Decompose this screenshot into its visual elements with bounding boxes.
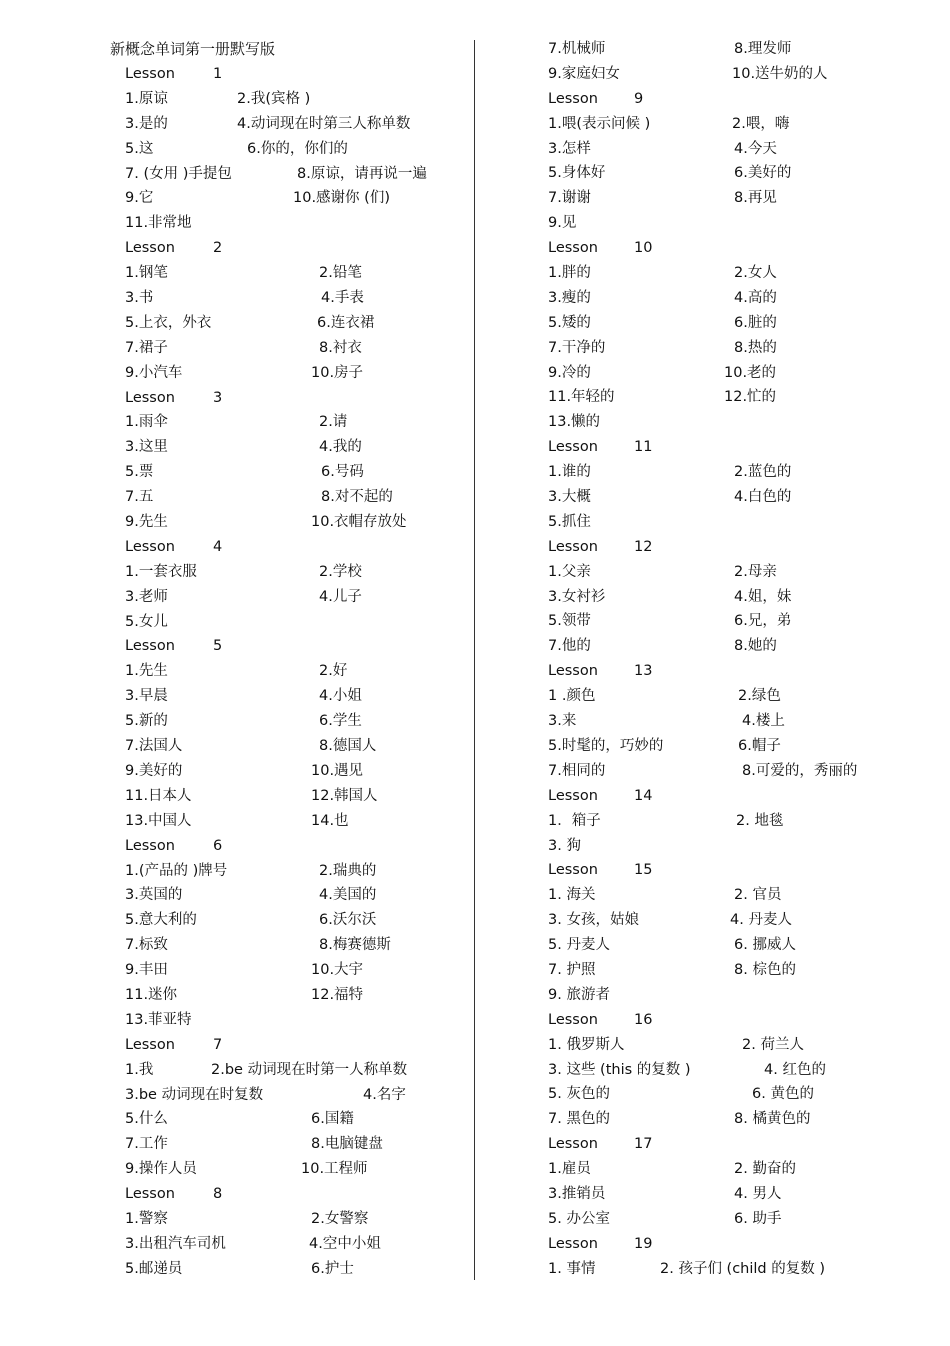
lesson-label: Lesson [548, 240, 598, 257]
vocab-item: 3.这里 [125, 439, 168, 456]
vocab-item: 3.怎样 [548, 140, 591, 157]
vocab-item: 6.美好的 [734, 165, 792, 182]
vocab-item: 4.手表 [321, 290, 364, 307]
vocab-item: 2.绿色 [738, 688, 781, 705]
vocab-item: 2. 地毯 [736, 812, 784, 829]
vocab-item: 3. 狗 [548, 837, 581, 854]
vocab-item: 6.兄，弟 [734, 613, 792, 630]
page-title: 新概念单词第一册默写版 [110, 40, 276, 58]
vocab-item: 5.新的 [125, 713, 168, 730]
vocab-item: 5.邮递员 [125, 1260, 183, 1277]
vocab-item: 8.再见 [734, 190, 777, 207]
vocab-item: 9.冷的 [548, 364, 591, 381]
vocab-item: 4.高的 [734, 289, 777, 306]
vocab-item: 5.什么 [125, 1111, 168, 1128]
vocab-item: 3.瘦的 [548, 289, 591, 306]
lesson-number: 7 [213, 1036, 223, 1053]
lesson-number: 12 [634, 538, 653, 555]
vocab-item: 1.原谅 [125, 90, 168, 107]
lesson-number: 4 [213, 538, 223, 555]
vocab-item: 5.矮的 [548, 314, 591, 331]
vocab-item: 5.女儿 [125, 613, 168, 630]
vocab-item: 2.蓝色的 [734, 464, 792, 481]
vocab-item: 5.抓住 [548, 513, 591, 530]
vocab-item: 10.送牛奶的人 [732, 65, 828, 82]
vocab-item: 5. 丹麦人 [548, 937, 610, 954]
lesson-label: Lesson [548, 1136, 598, 1153]
vocab-item: 4.姐，妹 [734, 588, 792, 605]
vocab-item: 9.丰田 [125, 962, 168, 979]
lesson-number: 2 [213, 240, 223, 257]
vocab-item: 8.对不起的 [321, 489, 393, 506]
vocab-item: 8.德国人 [319, 738, 377, 755]
vocab-item: 5.领带 [548, 613, 591, 630]
vocab-item: 9.美好的 [125, 762, 183, 779]
lesson-label: Lesson [125, 1036, 175, 1053]
lesson-label: Lesson [548, 538, 598, 555]
vocab-item: 1.我 [125, 1061, 154, 1078]
vocab-item: 2.be 动词现在时第一人称单数 [211, 1061, 408, 1078]
vocab-item: 9.见 [548, 215, 577, 232]
vocab-item: 1.钢笔 [125, 265, 168, 282]
vocab-item: 7. (女用 )手提包 [125, 165, 232, 182]
vocab-item: 11.日本人 [125, 787, 192, 804]
vocab-item: 1.雨伞 [125, 414, 168, 431]
vocab-item: 8.梅赛德斯 [319, 937, 391, 954]
lesson-label: Lesson [548, 439, 598, 456]
vocab-item: 9. 旅游者 [548, 986, 610, 1003]
vocab-item: 5.时髦的，巧妙的 [548, 737, 664, 754]
vocab-item: 1.雇员 [548, 1161, 591, 1178]
vocab-item: 6.学生 [319, 713, 362, 730]
vocab-item: 11.迷你 [125, 986, 178, 1003]
lesson-label: Lesson [125, 538, 175, 555]
vocab-item: 8.热的 [734, 339, 777, 356]
vocab-item: 14.也 [311, 812, 349, 829]
vocab-item: 2.学校 [319, 563, 362, 580]
vocab-item: 8.她的 [734, 638, 777, 655]
lesson-number: 9 [634, 90, 644, 107]
vocab-item: 3.be 动词现在时复数 [125, 1086, 264, 1103]
vocab-item: 1.一套衣服 [125, 563, 197, 580]
vocab-item: 5.身体好 [548, 165, 606, 182]
vocab-item: 7.法国人 [125, 738, 183, 755]
vocab-item: 3.早晨 [125, 688, 168, 705]
vocab-item: 10.大宇 [311, 962, 364, 979]
vocab-item: 9.小汽车 [125, 364, 183, 381]
vocab-item: 7.工作 [125, 1136, 168, 1153]
vocab-item: 8.衬衣 [319, 339, 362, 356]
lesson-label: Lesson [125, 240, 175, 257]
vocab-item: 5.票 [125, 464, 154, 481]
lesson-label: Lesson [125, 837, 175, 854]
vocab-item: 4.儿子 [319, 588, 362, 605]
vocab-item: 6.号码 [321, 464, 364, 481]
vocab-item: 12.韩国人 [311, 787, 378, 804]
vocab-item: 2. 勤奋的 [734, 1161, 796, 1178]
vocab-item: 6. 挪威人 [734, 937, 796, 954]
vocab-item: 4.名字 [363, 1086, 406, 1103]
vocab-item: 11.非常地 [125, 215, 192, 232]
vocab-item: 9.操作人员 [125, 1161, 197, 1178]
lesson-number: 3 [213, 389, 223, 406]
lesson-number: 15 [634, 862, 653, 879]
vocab-item: 12.福特 [311, 986, 364, 1003]
vocab-item: 10.房子 [311, 364, 364, 381]
vocab-item: 1.喂(表示问候 ) [548, 115, 651, 132]
vocab-item: 2.女人 [734, 265, 777, 282]
lesson-number: 14 [634, 787, 653, 804]
vocab-item: 7.他的 [548, 638, 591, 655]
vocab-item: 2. 官员 [734, 887, 782, 904]
vocab-item: 5.上衣，外衣 [125, 314, 212, 331]
vocab-item: 3. 女孩，姑娘 [548, 912, 639, 929]
vocab-item: 5.意大利的 [125, 912, 197, 929]
vocab-item: 4.我的 [319, 439, 362, 456]
vocab-item: 11.年轻的 [548, 389, 615, 406]
lesson-number: 11 [634, 439, 653, 456]
lesson-label: Lesson [548, 1235, 598, 1252]
vocab-item: 4.动词现在时第三人称单数 [237, 115, 411, 132]
lesson-label: Lesson [548, 787, 598, 804]
vocab-item: 1.父亲 [548, 563, 591, 580]
lesson-label: Lesson [125, 389, 175, 406]
vocab-item: 5. 灰色的 [548, 1086, 610, 1103]
vocab-item: 3. 这些 (this 的复数 ) [548, 1061, 691, 1078]
vocab-item: 5. 办公室 [548, 1210, 610, 1227]
vocab-item: 3.来 [548, 713, 577, 730]
vocab-item: 4.今天 [734, 140, 777, 157]
lesson-label: Lesson [548, 90, 598, 107]
vocab-item: 2.女警察 [311, 1210, 369, 1227]
vocab-item: 7. 护照 [548, 961, 596, 978]
vocab-item: 1.先生 [125, 663, 168, 680]
vocab-item: 7. 黑色的 [548, 1111, 610, 1128]
vocab-item: 8. 橘黄色的 [734, 1111, 811, 1128]
vocab-item: 7.相同的 [548, 762, 606, 779]
vocab-item: 13.中国人 [125, 812, 192, 829]
vocab-item: 1.谁的 [548, 464, 591, 481]
lesson-label: Lesson [125, 66, 175, 82]
vocab-item: 3.推销员 [548, 1185, 606, 1202]
vocab-item: 9.先生 [125, 514, 168, 531]
vocab-item: 5.这 [125, 140, 154, 157]
lesson-number: 13 [634, 663, 653, 680]
vocab-item: 10.老的 [724, 364, 777, 381]
lesson-number: 6 [213, 837, 223, 854]
vocab-item: 4.白色的 [734, 489, 792, 506]
column-divider [474, 40, 475, 1280]
vocab-item: 2.好 [319, 663, 348, 680]
lesson-label: Lesson [125, 1186, 175, 1203]
vocab-item: 3.是的 [125, 115, 168, 132]
vocab-item: 13.懒的 [548, 414, 601, 431]
vocab-item: 12.忙的 [724, 389, 777, 406]
vocab-item: 3.老师 [125, 588, 168, 605]
vocab-item: 4. 红色的 [764, 1061, 826, 1078]
vocab-item: 7.干净的 [548, 339, 606, 356]
vocab-item: 2.母亲 [734, 563, 777, 580]
lesson-label: Lesson [125, 638, 175, 655]
lesson-number: 1 [213, 66, 223, 82]
vocab-item: 2.请 [319, 414, 348, 431]
vocab-item: 1.胖的 [548, 265, 591, 282]
vocab-item: 3.大概 [548, 489, 591, 506]
vocab-item: 6. 黄色的 [752, 1086, 814, 1103]
vocab-item: 6.你的，你们的 [247, 140, 348, 157]
vocab-item: 10.工程师 [301, 1161, 368, 1178]
vocab-item: 1. 海关 [548, 887, 596, 904]
vocab-item: 1.警察 [125, 1210, 168, 1227]
lesson-label: Lesson [548, 1011, 598, 1028]
vocab-item: 3.英国的 [125, 887, 183, 904]
vocab-item: 13.菲亚特 [125, 1011, 192, 1028]
lesson-number: 10 [634, 240, 653, 257]
lesson-number: 17 [634, 1136, 653, 1153]
vocab-item: 6.国籍 [311, 1111, 354, 1128]
vocab-item: 6.脏的 [734, 314, 777, 331]
vocab-item: 7.五 [125, 489, 154, 506]
vocab-item: 1. 事情 [548, 1260, 596, 1277]
vocab-item: 8.可爱的，秀丽的 [742, 762, 858, 779]
vocab-item: 10.感谢你 (们) [293, 190, 390, 207]
vocab-item: 10.遇见 [311, 762, 364, 779]
vocab-item: 7.裙子 [125, 339, 168, 356]
vocab-item: 4. 男人 [734, 1185, 782, 1202]
vocab-item: 6.连衣裙 [317, 314, 375, 331]
lesson-number: 8 [213, 1186, 223, 1203]
vocab-item: 1．箱子 [548, 812, 601, 829]
vocab-item: 2.瑞典的 [319, 862, 377, 879]
vocab-item: 1. 俄罗斯人 [548, 1036, 625, 1053]
vocab-item: 8.电脑键盘 [311, 1136, 383, 1153]
vocab-item: 7.谢谢 [548, 190, 591, 207]
vocab-item: 8. 棕色的 [734, 961, 796, 978]
vocab-item: 6.护士 [311, 1260, 354, 1277]
vocab-item: 3.女衬衫 [548, 588, 606, 605]
vocab-item: 2.喂，嗨 [732, 115, 790, 132]
vocab-item: 2. 荷兰人 [742, 1036, 804, 1053]
vocab-item: 6.沃尔沃 [319, 912, 377, 929]
vocab-item: 10.衣帽存放处 [311, 514, 407, 531]
lesson-label: Lesson [548, 862, 598, 879]
vocab-item: 4.楼上 [742, 713, 785, 730]
vocab-item: 4. 丹麦人 [730, 912, 792, 929]
vocab-item: 2.铅笔 [319, 265, 362, 282]
vocab-item: 9.家庭妇女 [548, 65, 620, 82]
vocab-item: 9.它 [125, 190, 154, 207]
vocab-item: 4.空中小姐 [309, 1235, 381, 1252]
vocab-item: 7.机械师 [548, 41, 606, 57]
lesson-number: 16 [634, 1011, 653, 1028]
vocab-item: 8.理发师 [734, 41, 792, 57]
vocab-item: 6.帽子 [738, 737, 781, 754]
vocab-item: 4.小姐 [319, 688, 362, 705]
vocab-item: 6. 助手 [734, 1210, 782, 1227]
lesson-number: 5 [213, 638, 223, 655]
lesson-number: 19 [634, 1235, 653, 1252]
vocab-item: 7.标致 [125, 937, 168, 954]
vocab-item: 3.书 [125, 290, 154, 307]
vocab-item: 2. 孩子们 (child 的复数 ) [660, 1260, 826, 1277]
lesson-label: Lesson [548, 663, 598, 680]
vocab-item: 4.美国的 [319, 887, 377, 904]
vocab-item: 8.原谅，请再说一遍 [297, 165, 427, 182]
vocab-item: 1 .颜色 [548, 688, 596, 705]
vocab-item: 2.我(宾格 ) [237, 90, 311, 107]
vocab-item: 3.出租汽车司机 [125, 1235, 226, 1252]
vocab-item: 1.(产品的 )牌号 [125, 862, 228, 879]
